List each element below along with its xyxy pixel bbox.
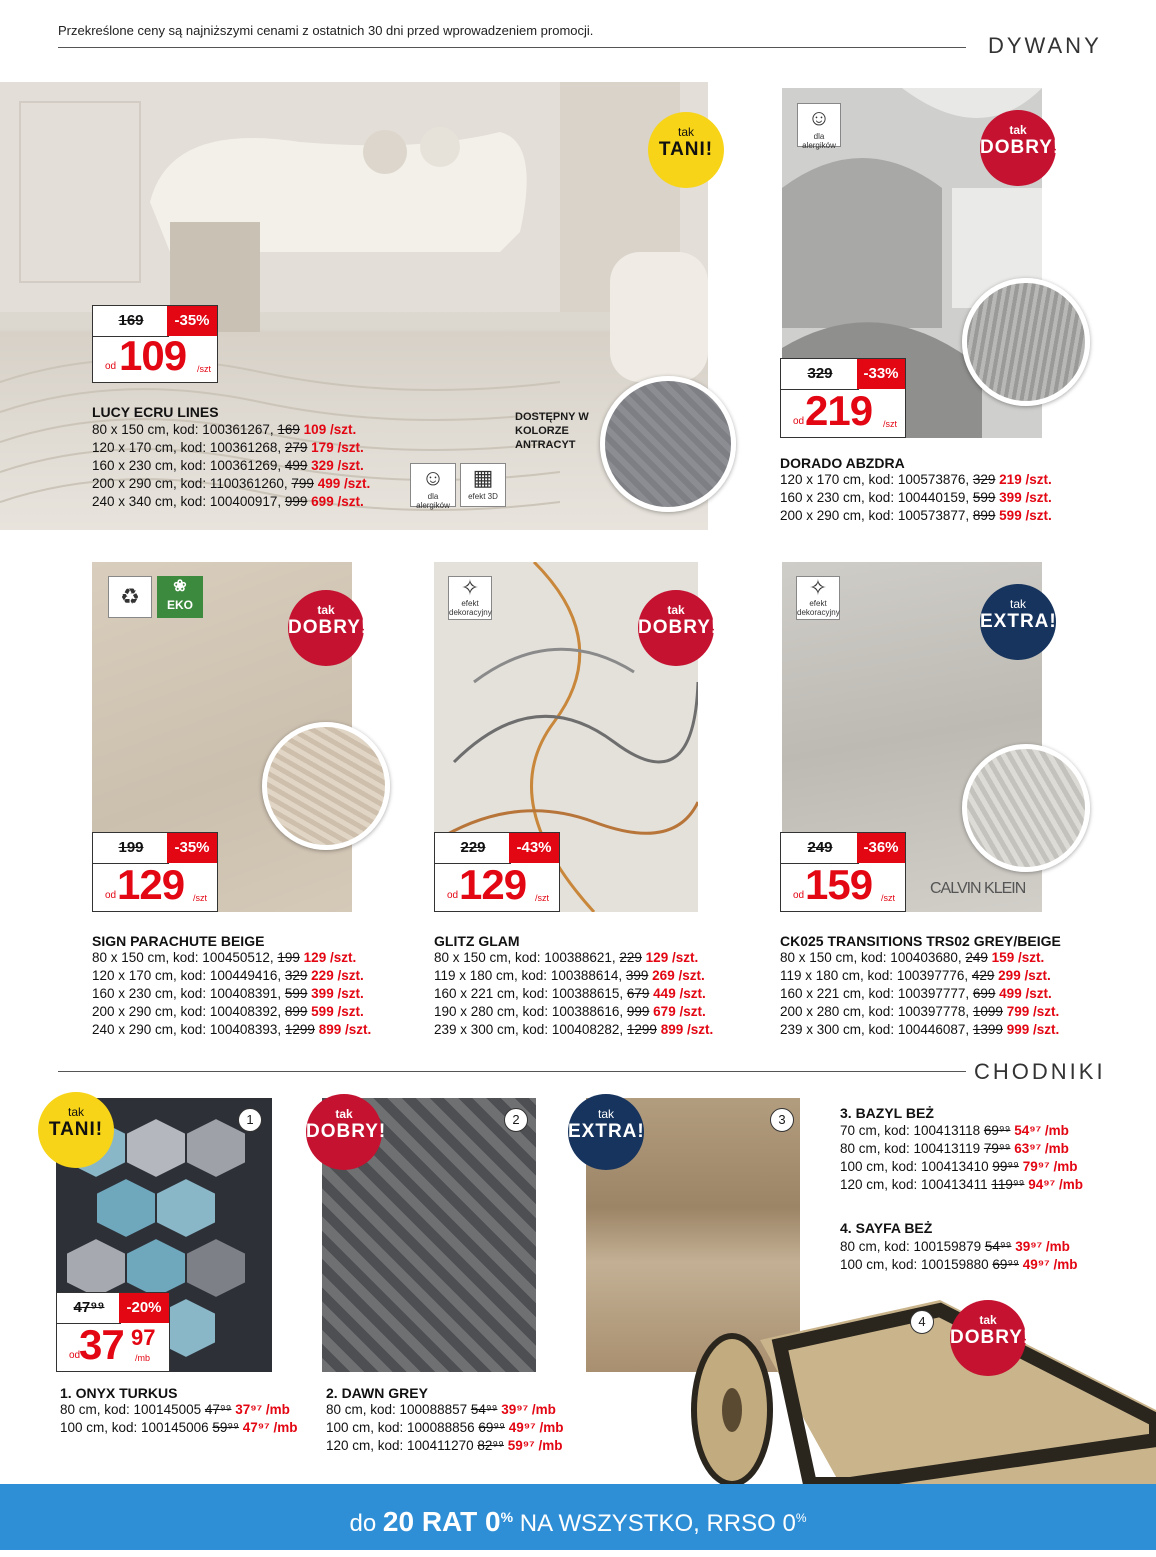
variant-old-price: 82⁹⁹ bbox=[477, 1438, 504, 1453]
variant-old-price: 499 bbox=[284, 458, 308, 473]
effect-3d-icon: ▦ efekt 3D bbox=[460, 463, 506, 507]
ck-variant-line bbox=[780, 1003, 1059, 1021]
sign-price-box bbox=[92, 832, 218, 912]
allergy-icon: ☺ dla alergików bbox=[410, 463, 456, 507]
badge-tak-label: tak bbox=[1009, 597, 1026, 611]
variant-old-price: 329 bbox=[284, 968, 308, 983]
variant-new-price: 499 /szt. bbox=[313, 476, 371, 491]
discount-tag: -36% bbox=[857, 833, 905, 863]
from-label: od bbox=[105, 361, 117, 372]
variant-new-price: 599 /szt. bbox=[995, 508, 1052, 523]
badge-dobry-label: DOBRY! bbox=[306, 1121, 387, 1142]
badge-tani-label: TANI! bbox=[48, 1119, 104, 1140]
sign-variant-line bbox=[92, 985, 371, 1003]
variant-size-code: 80 cm, kod: 100159879 bbox=[840, 1239, 985, 1254]
lucy-variant-line bbox=[92, 439, 370, 457]
onyx-title: 1. ONYX TURKUS bbox=[60, 1385, 178, 1401]
lucy-variant-line bbox=[92, 475, 370, 493]
variant-new-price: 49⁹⁷ /mb bbox=[504, 1420, 564, 1435]
lucy-antracyt-swatch bbox=[600, 376, 736, 512]
variant-new-price: 79⁹⁷ /mb bbox=[1018, 1159, 1078, 1174]
badge-extra-label: EXTRA! bbox=[568, 1121, 645, 1142]
variant-size-code: 200 x 290 cm, kod: 1100361260, bbox=[92, 476, 292, 491]
sign-variants bbox=[92, 949, 371, 1039]
variant-old-price: 329 bbox=[972, 472, 996, 487]
banner-pct: % bbox=[500, 1509, 514, 1525]
badge-tak-dobry bbox=[950, 1300, 1031, 1376]
badge-tak-label: tak bbox=[317, 603, 335, 617]
banner-bold: 20 RAT 0 bbox=[382, 1506, 501, 1537]
variant-new-price: 599 /szt. bbox=[307, 1004, 364, 1019]
variant-new-price: 37⁹⁷ /mb bbox=[231, 1402, 290, 1417]
onyx-variants bbox=[60, 1401, 297, 1437]
allergy-label: dla alergików bbox=[416, 492, 450, 510]
variant-new-price: 899 /szt. bbox=[656, 1022, 714, 1037]
price-unit: /szt bbox=[881, 893, 896, 903]
variant-old-price: 69⁹⁹ bbox=[992, 1257, 1019, 1272]
variant-new-price: 329 /szt. bbox=[307, 458, 364, 473]
lucy-variant-line bbox=[92, 421, 370, 439]
discount-tag: -35% bbox=[167, 833, 217, 863]
badge-dobry-label: DOBRY! bbox=[288, 617, 369, 638]
badge-tak-label: tak bbox=[677, 125, 694, 139]
variant-old-price: 429 bbox=[971, 968, 995, 983]
variant-old-price: 229 bbox=[619, 950, 642, 965]
variant-new-price: 47⁹⁷ /mb bbox=[238, 1420, 298, 1435]
variant-size-code: 200 x 290 cm, kod: 100408392, bbox=[92, 1004, 285, 1019]
variant-old-price: 169 bbox=[277, 422, 300, 437]
badge-tak-label: tak bbox=[67, 1105, 84, 1119]
variant-new-price: 899 /szt. bbox=[314, 1022, 372, 1037]
section-title-runners: CHODNIKI bbox=[974, 1059, 1106, 1084]
banner-pct2: % bbox=[795, 1511, 807, 1525]
variant-size-code: 80 cm, kod: 100145005 bbox=[60, 1402, 205, 1417]
variant-size-code: 100 cm, kod: 100413410 bbox=[840, 1159, 993, 1174]
variant-new-price: 63⁹⁷ /mb bbox=[1010, 1141, 1069, 1156]
badge-extra-label: EXTRA! bbox=[980, 611, 1057, 632]
banner-pre: do bbox=[349, 1510, 383, 1537]
variant-size-code: 240 x 340 cm, kod: 100400917, bbox=[92, 494, 285, 509]
dorado-allergy-icon: ☺ dla alergików bbox=[797, 103, 841, 147]
variant-new-price: 679 /szt. bbox=[649, 1004, 706, 1019]
variant-old-price: 59⁹⁹ bbox=[212, 1420, 239, 1435]
lucy-variant-line bbox=[92, 493, 370, 511]
badge-tak-extra bbox=[980, 584, 1056, 660]
glitz-variant-line bbox=[434, 1021, 713, 1039]
variant-old-price: 899 bbox=[972, 508, 996, 523]
variant-old-price: 47⁹⁹ bbox=[204, 1402, 232, 1417]
variant-size-code: 80 x 150 cm, kod: 100450512, bbox=[92, 950, 278, 965]
variant-old-price: 1299 bbox=[626, 1022, 657, 1037]
variant-size-code: 70 cm, kod: 100413118 bbox=[840, 1123, 984, 1138]
variant-size-code: 100 cm, kod: 100159880 bbox=[840, 1257, 993, 1272]
variant-size-code: 120 x 170 cm, kod: 100361268, bbox=[92, 440, 285, 455]
dawn-variant-line bbox=[326, 1401, 563, 1419]
variant-size-code: 120 x 170 cm, kod: 100449416, bbox=[92, 968, 285, 983]
price-unit: /szt bbox=[193, 893, 208, 903]
bazyl-variant-line bbox=[840, 1140, 1083, 1158]
runner-number-3: 3 bbox=[770, 1108, 794, 1132]
variant-size-code: 160 x 230 cm, kod: 100361269, bbox=[92, 458, 285, 473]
variant-new-price: 129 /szt. bbox=[641, 950, 699, 965]
lucy-title: LUCY ECRU LINES bbox=[92, 404, 219, 420]
from-label: od bbox=[447, 890, 459, 901]
discount-tag: -35% bbox=[167, 306, 217, 336]
eko-label: EKO bbox=[166, 598, 193, 612]
variant-size-code: 120 cm, kod: 100413411 bbox=[840, 1177, 992, 1192]
variant-new-price: 54⁹⁷ /mb bbox=[1010, 1123, 1069, 1138]
badge-tak-label: tak bbox=[335, 1107, 353, 1121]
bazyl-variant-line bbox=[840, 1176, 1083, 1194]
variant-old-price: 799 bbox=[291, 476, 314, 491]
installment-banner bbox=[0, 1484, 1156, 1550]
variant-size-code: 160 x 221 cm, kod: 100397777, bbox=[780, 986, 973, 1001]
sign-title: SIGN PARACHUTE BEIGE bbox=[92, 933, 265, 949]
old-price: 329 bbox=[781, 359, 859, 390]
badge-tak-tani bbox=[648, 112, 724, 188]
variant-new-price: 269 /szt. bbox=[648, 968, 705, 983]
dorado-allergy-label: dla alergików bbox=[802, 132, 836, 150]
dorado-variant-line bbox=[780, 471, 1052, 489]
onyx-variant-line bbox=[60, 1419, 297, 1437]
badge-tak-label: tak bbox=[667, 603, 685, 617]
variant-old-price: 54⁹⁹ bbox=[984, 1239, 1012, 1254]
variant-size-code: 119 x 180 cm, kod: 100388614, bbox=[434, 968, 626, 983]
price-value: 129 bbox=[117, 861, 185, 908]
glitz-variant-line bbox=[434, 1003, 713, 1021]
variant-size-code: 80 x 150 cm, kod: 100403680, bbox=[780, 950, 966, 965]
variant-old-price: 54⁹⁹ bbox=[470, 1402, 498, 1417]
variant-new-price: 499 /szt. bbox=[995, 986, 1052, 1001]
variant-old-price: 1099 bbox=[972, 1004, 1003, 1019]
glitz-variants bbox=[434, 949, 713, 1039]
price-value: 129 bbox=[459, 861, 527, 908]
variant-size-code: 190 x 280 cm, kod: 100388616, bbox=[434, 1004, 627, 1019]
variant-size-code: 80 cm, kod: 100088857 bbox=[326, 1402, 471, 1417]
glitz-variant-line bbox=[434, 949, 713, 967]
bazyl-variants bbox=[840, 1122, 1083, 1194]
ck-variant-line bbox=[780, 967, 1059, 985]
variant-old-price: 249 bbox=[965, 950, 988, 965]
discount-tag: -33% bbox=[857, 359, 905, 389]
variant-old-price: 399 bbox=[625, 968, 649, 983]
dorado-title: DORADO ABZDRA bbox=[780, 455, 905, 471]
variant-new-price: 229 /szt. bbox=[307, 968, 364, 983]
lucy-variant-line bbox=[92, 457, 370, 475]
dorado-variant-line bbox=[780, 507, 1052, 525]
glitz-decor-icon: ✧ efekt dekoracyjny bbox=[448, 576, 492, 620]
sign-variant-line bbox=[92, 1003, 371, 1021]
decor-label: efekt dekoracyjny bbox=[797, 599, 840, 617]
variant-new-price: 449 /szt. bbox=[649, 986, 706, 1001]
variant-size-code: 119 x 180 cm, kod: 100397776, bbox=[780, 968, 972, 983]
variant-new-price: 799 /szt. bbox=[1002, 1004, 1060, 1019]
ck-variant-line bbox=[780, 1021, 1059, 1039]
price-unit: /mb bbox=[135, 1353, 151, 1363]
price-value: 219 bbox=[805, 387, 873, 434]
from-label: od bbox=[105, 890, 117, 901]
dawn-title: 2. DAWN GREY bbox=[326, 1385, 428, 1401]
variant-new-price: 39⁹⁷ /mb bbox=[497, 1402, 556, 1417]
sayfa-variant-line bbox=[840, 1256, 1077, 1274]
ck-decor-icon: ✧ efekt dekoracyjny bbox=[796, 576, 840, 620]
discount-tag: -43% bbox=[509, 833, 559, 863]
from-label: od bbox=[69, 1350, 81, 1361]
variant-old-price: 119⁹⁹ bbox=[991, 1177, 1025, 1192]
variant-old-price: 279 bbox=[284, 440, 308, 455]
variant-new-price: 94⁹⁷ /mb bbox=[1024, 1177, 1083, 1192]
variant-size-code: 200 x 290 cm, kod: 100573877, bbox=[780, 508, 973, 523]
old-price: 199 bbox=[93, 833, 169, 864]
lucy-variants bbox=[92, 421, 370, 511]
variant-new-price: 399 /szt. bbox=[307, 986, 364, 1001]
bazyl-title: 3. BAZYL BEŻ bbox=[840, 1105, 934, 1121]
badge-tak-dobry bbox=[288, 590, 369, 666]
variant-old-price: 599 bbox=[284, 986, 308, 1001]
dorado-variants bbox=[780, 471, 1052, 525]
variant-size-code: 160 x 221 cm, kod: 100388615, bbox=[434, 986, 627, 1001]
variant-new-price: 59⁹⁷ /mb bbox=[503, 1438, 563, 1453]
old-price: 47⁹⁹ bbox=[57, 1293, 121, 1324]
variant-new-price: 39⁹⁷ /mb bbox=[1011, 1239, 1070, 1254]
variant-new-price: 399 /szt. bbox=[995, 490, 1052, 505]
runner-number-2: 2 bbox=[504, 1108, 528, 1132]
dawn-variants bbox=[326, 1401, 563, 1455]
badge-tak-tani bbox=[38, 1092, 114, 1168]
price-unit: /szt bbox=[535, 893, 550, 903]
variant-size-code: 239 x 300 cm, kod: 100446087, bbox=[780, 1022, 973, 1037]
badge-tak-dobry bbox=[638, 590, 719, 666]
dorado-texture-swatch bbox=[962, 278, 1090, 406]
variant-size-code: 80 x 150 cm, kod: 100388621, bbox=[434, 950, 620, 965]
variant-new-price: 109 /szt. bbox=[299, 422, 357, 437]
onyx-variant-line bbox=[60, 1401, 297, 1419]
badge-tak-label: tak bbox=[597, 1107, 614, 1121]
variant-size-code: 160 x 230 cm, kod: 100408391, bbox=[92, 986, 285, 1001]
variant-old-price: 999 bbox=[626, 1004, 650, 1019]
variant-old-price: 679 bbox=[626, 986, 650, 1001]
variant-new-price: 179 /szt. bbox=[307, 440, 364, 455]
runner-number-1: 1 bbox=[238, 1108, 262, 1132]
badge-dobry-label: DOBRY! bbox=[638, 617, 719, 638]
variant-size-code: 120 cm, kod: 100411270 bbox=[326, 1438, 478, 1453]
badge-tak-dobry bbox=[306, 1094, 387, 1170]
available-color-note: DOSTĘPNY W KOLORZE ANTRACYT bbox=[515, 411, 589, 451]
header-divider bbox=[58, 47, 966, 48]
variant-new-price: 219 /szt. bbox=[995, 472, 1052, 487]
variant-old-price: 599 bbox=[972, 490, 996, 505]
variant-size-code: 160 x 230 cm, kod: 100440159, bbox=[780, 490, 973, 505]
variant-old-price: 99⁹⁹ bbox=[992, 1159, 1019, 1174]
price-unit: /szt bbox=[197, 364, 212, 374]
dawn-variant-line bbox=[326, 1437, 563, 1455]
glitz-variant-line bbox=[434, 985, 713, 1003]
variant-old-price: 1299 bbox=[284, 1022, 315, 1037]
brand-logo: CALVIN KLEIN bbox=[930, 880, 1026, 897]
price-value-int: 37 bbox=[79, 1321, 124, 1368]
variant-size-code: 80 x 150 cm, kod: 100361267, bbox=[92, 422, 278, 437]
section-title-rugs: DYWANY bbox=[988, 33, 1102, 58]
price-value: 159 bbox=[805, 861, 873, 908]
promo-disclaimer: Przekreślone ceny są najniższymi cenami z ostatnich 30 dni przed wprowadzeniem promocji. bbox=[58, 23, 594, 38]
variant-new-price: 129 /szt. bbox=[299, 950, 357, 965]
ck-price-box bbox=[780, 832, 906, 912]
variant-old-price: 79⁹⁹ bbox=[983, 1141, 1011, 1156]
variant-size-code: 100 cm, kod: 100088856 bbox=[326, 1420, 479, 1435]
old-price: 169 bbox=[93, 306, 169, 337]
variant-old-price: 199 bbox=[277, 950, 300, 965]
eko-icon: ❀ EKO bbox=[157, 576, 203, 618]
from-label: od bbox=[793, 890, 805, 901]
variant-new-price: 699 /szt. bbox=[307, 494, 364, 509]
runner-number-4: 4 bbox=[910, 1310, 934, 1334]
badge-dobry-label: DOBRY! bbox=[980, 137, 1061, 158]
badge-tani-label: TANI! bbox=[658, 139, 714, 160]
runners-divider bbox=[58, 1071, 966, 1072]
discount-tag: -20% bbox=[119, 1293, 169, 1323]
variant-old-price: 69⁹⁹ bbox=[478, 1420, 505, 1435]
variant-old-price: 1399 bbox=[972, 1022, 1003, 1037]
glitz-variant-line bbox=[434, 967, 713, 985]
price-unit: /szt bbox=[883, 419, 898, 429]
sayfa-variants bbox=[840, 1238, 1077, 1274]
variant-old-price: 999 bbox=[284, 494, 308, 509]
badge-tak-label: tak bbox=[979, 1313, 997, 1327]
badge-tak-label: tak bbox=[1009, 123, 1027, 137]
lucy-price-box bbox=[92, 305, 218, 383]
ck-title: CK025 TRANSITIONS TRS02 GREY/BEIGE bbox=[780, 933, 1061, 949]
variant-size-code: 100 cm, kod: 100145006 bbox=[60, 1420, 213, 1435]
variant-new-price: 49⁹⁷ /mb bbox=[1018, 1257, 1078, 1272]
ck-variant-line bbox=[780, 985, 1059, 1003]
variant-old-price: 69⁹⁹ bbox=[983, 1123, 1011, 1138]
price-value: 109 bbox=[119, 332, 187, 379]
bazyl-variant-line bbox=[840, 1158, 1083, 1176]
decor-label: efekt dekoracyjny bbox=[449, 599, 492, 617]
recycle-icon: ♻ bbox=[108, 576, 152, 618]
badge-dobry-label: DOBRY! bbox=[950, 1327, 1031, 1348]
ck-texture-swatch bbox=[962, 744, 1090, 872]
sign-variant-line bbox=[92, 1021, 371, 1039]
banner-mid: NA WSZYSTKO, RRSO 0 bbox=[513, 1510, 796, 1537]
dorado-price-box bbox=[780, 358, 906, 438]
badge-tak-extra bbox=[568, 1094, 644, 1170]
glitz-price-box bbox=[434, 832, 560, 912]
variant-size-code: 80 cm, kod: 100413119 bbox=[840, 1141, 984, 1156]
variant-new-price: 159 /szt. bbox=[987, 950, 1045, 965]
sayfa-title: 4. SAYFA BEŻ bbox=[840, 1220, 933, 1236]
dawn-variant-line bbox=[326, 1419, 563, 1437]
glitz-title: GLITZ GLAM bbox=[434, 933, 520, 949]
old-price: 249 bbox=[781, 833, 859, 864]
bazyl-variant-line bbox=[840, 1122, 1083, 1140]
variant-size-code: 120 x 170 cm, kod: 100573876, bbox=[780, 472, 973, 487]
sign-variant-line bbox=[92, 949, 371, 967]
sayfa-variant-line bbox=[840, 1238, 1077, 1256]
variant-size-code: 240 x 290 cm, kod: 100408393, bbox=[92, 1022, 285, 1037]
price-value-dec: 97 bbox=[131, 1325, 156, 1350]
sign-texture-swatch bbox=[262, 722, 390, 850]
dorado-variant-line bbox=[780, 489, 1052, 507]
ck-variants bbox=[780, 949, 1059, 1039]
onyx-price-box bbox=[56, 1292, 170, 1372]
variant-old-price: 899 bbox=[284, 1004, 308, 1019]
variant-old-price: 699 bbox=[972, 986, 996, 1001]
sign-variant-line bbox=[92, 967, 371, 985]
badge-tak-dobry bbox=[980, 110, 1061, 186]
old-price: 229 bbox=[435, 833, 511, 864]
variant-size-code: 239 x 300 cm, kod: 100408282, bbox=[434, 1022, 627, 1037]
ck-variant-line bbox=[780, 949, 1059, 967]
from-label: od bbox=[793, 416, 805, 427]
variant-new-price: 299 /szt. bbox=[994, 968, 1051, 983]
variant-size-code: 200 x 280 cm, kod: 100397778, bbox=[780, 1004, 973, 1019]
effect-3d-label: efekt 3D bbox=[468, 492, 498, 501]
variant-new-price: 999 /szt. bbox=[1002, 1022, 1060, 1037]
